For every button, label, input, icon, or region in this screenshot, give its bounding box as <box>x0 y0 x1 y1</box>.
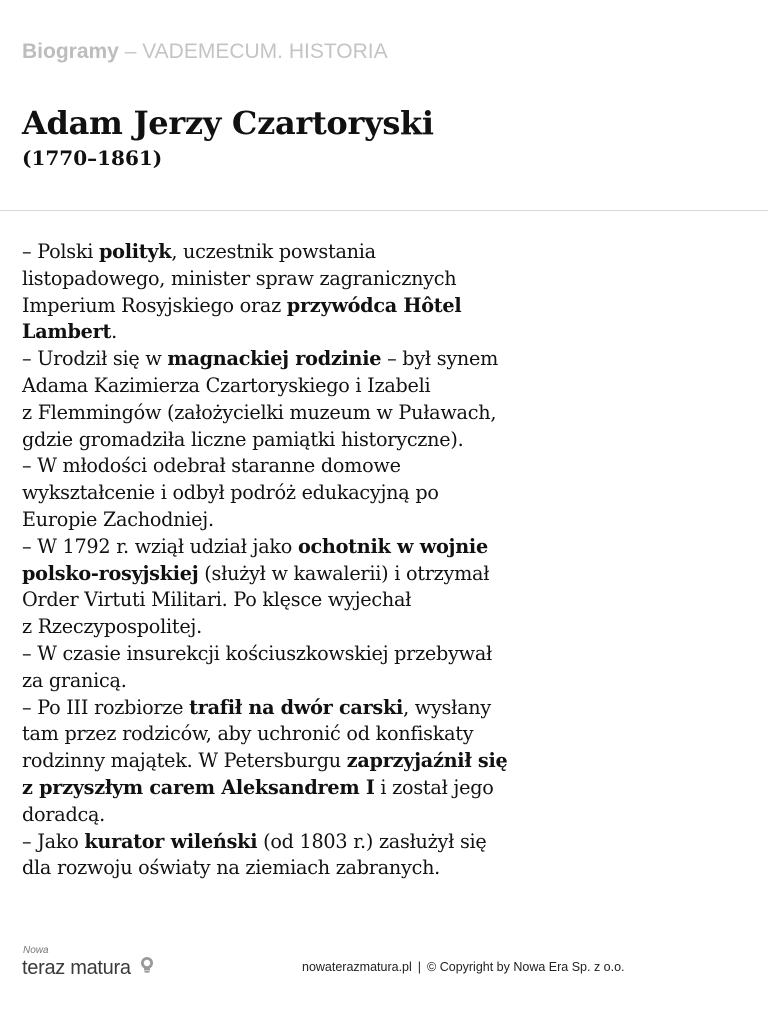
text-line <box>22 695 752 722</box>
text-line <box>22 400 752 427</box>
text-line <box>22 293 752 320</box>
page-title: Adam Jerzy Czartoryski <box>22 104 434 142</box>
text-line <box>22 855 752 882</box>
copyright-text: © Copyright by Nowa Era Sp. z o.o. <box>427 960 625 974</box>
text-run: – Urodził się w <box>22 347 168 371</box>
text-line <box>22 668 752 695</box>
text-line <box>22 802 752 829</box>
text-run: – był synem <box>381 347 499 371</box>
text-line <box>22 721 752 748</box>
text-run: doradcą. <box>22 802 106 826</box>
text-line <box>22 775 752 802</box>
text-line <box>22 748 752 775</box>
header-subtitle: – VADEMECUM. HISTORIA <box>118 40 388 63</box>
footer-separator: | <box>417 960 422 974</box>
text-line <box>22 480 752 507</box>
text-run: . <box>111 320 117 344</box>
logo-small-text: Nowa <box>23 945 49 956</box>
bold-phrase: ochotnik w wojnie <box>297 534 488 558</box>
text-run: – Polski <box>22 240 99 263</box>
text-run: (służył w kawalerii) i otrzymał <box>198 561 490 585</box>
header-brand: Biogramy <box>22 40 119 63</box>
text-line <box>22 427 752 454</box>
bold-phrase: przywódca Hôtel <box>286 293 462 317</box>
text-run: Order Virtuti Militari. Po klęsce wyjechał <box>22 588 412 612</box>
text-run: dla rozwoju oświaty na ziemiach zabranych. <box>22 856 441 880</box>
text-run: – Po III rozbiorze <box>22 695 190 719</box>
text-line <box>22 561 752 588</box>
text-run: – W 1792 r. wziął udział jako <box>22 534 298 558</box>
text-run: i został jego <box>374 775 494 799</box>
text-line <box>22 641 752 668</box>
text-line <box>22 239 752 266</box>
text-run: , wysłany <box>403 695 491 719</box>
logo-main-text: teraz matura <box>22 956 131 979</box>
bold-phrase: zaprzyjaźnił się <box>346 749 508 773</box>
text-run: gdzie gromadziła liczne pamiątki historyczne). <box>22 427 464 451</box>
text-line <box>22 346 752 373</box>
text-line <box>22 507 752 534</box>
text-line <box>22 319 752 346</box>
text-run: – W czasie insurekcji kościuszkowskiej przebywał <box>22 641 492 665</box>
text-run: Adama Kazimierza Czartoryskiego i Izabeli <box>22 373 431 397</box>
bold-phrase: kurator wileński <box>84 829 258 853</box>
text-run: Europie Zachodniej. <box>22 507 214 531</box>
text-line <box>22 373 752 400</box>
life-years: (1770–1861) <box>22 146 163 170</box>
website-link[interactable]: nowaterazmatura.pl <box>302 960 412 974</box>
document-header <box>22 40 388 64</box>
bold-phrase: magnackiej rodzinie <box>167 347 382 371</box>
lightbulb-icon <box>139 956 155 979</box>
text-run: – Jako <box>22 829 85 853</box>
text-run: za granicą. <box>22 668 127 692</box>
text-run: Imperium Rosyjskiego oraz <box>22 293 287 317</box>
bold-phrase: Lambert <box>22 320 112 344</box>
text-run: tam przez rodziców, aby uchronić od konfiskaty <box>22 722 474 746</box>
footer-copyright <box>302 960 625 974</box>
text-line <box>22 614 752 641</box>
text-run: – W młodości odebrał staranne domowe <box>22 454 401 478</box>
text-line <box>22 534 752 561</box>
bold-phrase: z przyszłym carem Aleksandrem I <box>22 775 375 799</box>
text-line <box>22 453 752 480</box>
text-run: (od 1803 r.) zasłużył się <box>257 829 487 853</box>
biography-text <box>22 239 752 882</box>
text-run: z Rzeczypospolitej. <box>22 615 202 639</box>
teraz-matura-logo <box>22 946 155 979</box>
text-line <box>22 587 752 614</box>
text-line <box>22 266 752 293</box>
text-run: rodzinny majątek. W Petersburgu <box>22 749 347 773</box>
bold-phrase: polsko-rosyjskiej <box>22 561 199 585</box>
bold-phrase: polityk <box>98 240 172 263</box>
text-line <box>22 829 752 856</box>
bold-phrase: trafił na dwór carski <box>189 695 404 719</box>
text-run: z Flemmingów (założycielki muzeum w Puławach, <box>22 400 497 424</box>
text-run: wykształcenie i odbył podróż edukacyjną po <box>22 481 439 505</box>
text-run: , uczestnik powstania <box>171 240 376 263</box>
text-run: listopadowego, minister spraw zagranicznych <box>22 266 457 290</box>
header-divider <box>0 210 768 211</box>
